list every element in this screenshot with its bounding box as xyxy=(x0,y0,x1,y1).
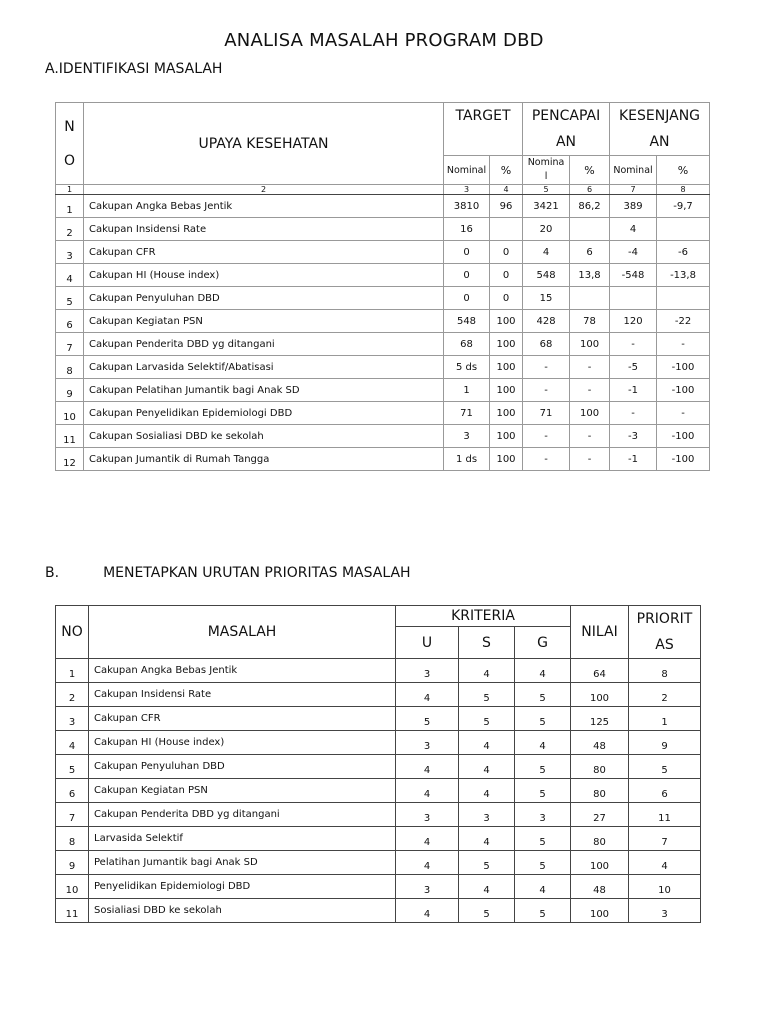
row-upaya: Cakupan Penderita DBD yg ditangani xyxy=(84,333,444,356)
row-u: 3 xyxy=(396,659,459,683)
row-upaya: Cakupan Insidensi Rate xyxy=(84,218,444,241)
row-s: 3 xyxy=(459,803,515,827)
row-target-nominal: 1 ds xyxy=(444,448,490,471)
row-no: 5 xyxy=(56,755,89,779)
row-nilai: 125 xyxy=(571,707,629,731)
row-no: 1 xyxy=(56,659,89,683)
row-no: 2 xyxy=(56,683,89,707)
row-pencapaian-pct: 100 xyxy=(570,333,610,356)
column-index: 8 xyxy=(657,185,710,195)
header-nilai: NILAI xyxy=(571,606,629,659)
row-s: 4 xyxy=(459,875,515,899)
table-row xyxy=(56,683,701,707)
row-prioritas: 2 xyxy=(629,683,701,707)
header-u: U xyxy=(396,627,459,659)
row-nilai: 80 xyxy=(571,755,629,779)
row-no: 9 xyxy=(56,851,89,875)
row-pencapaian-pct: - xyxy=(570,425,610,448)
row-no: 7 xyxy=(56,803,89,827)
row-pencapaian-pct: 6 xyxy=(570,241,610,264)
subheader-kesenjangan-nominal: Nominal xyxy=(610,156,657,185)
row-u: 4 xyxy=(396,779,459,803)
row-kesenjangan-pct: - xyxy=(657,402,710,425)
column-index: 1 xyxy=(56,185,84,195)
row-no: 11 xyxy=(56,899,89,923)
row-target-pct: 100 xyxy=(490,425,523,448)
column-index: 7 xyxy=(610,185,657,195)
row-no: 6 xyxy=(56,779,89,803)
header-target: TARGET xyxy=(444,103,523,156)
row-prioritas: 3 xyxy=(629,899,701,923)
column-index: 2 xyxy=(84,185,444,195)
table-row xyxy=(56,875,701,899)
row-pencapaian-pct: 78 xyxy=(570,310,610,333)
row-pencapaian-nominal: 68 xyxy=(523,333,570,356)
row-kesenjangan-pct: -22 xyxy=(657,310,710,333)
header-prioritas: PRIORIT AS xyxy=(629,606,701,659)
row-kesenjangan-nominal: - xyxy=(610,402,657,425)
row-kesenjangan-pct: -100 xyxy=(657,356,710,379)
row-prioritas: 7 xyxy=(629,827,701,851)
row-target-nominal: 3810 xyxy=(444,195,490,218)
row-masalah: Larvasida Selektif xyxy=(89,827,396,851)
row-target-pct: 0 xyxy=(490,241,523,264)
row-target-nominal: 3 xyxy=(444,425,490,448)
row-kesenjangan-pct: - xyxy=(657,333,710,356)
row-s: 5 xyxy=(459,851,515,875)
row-nilai: 48 xyxy=(571,731,629,755)
row-upaya: Cakupan Angka Bebas Jentik xyxy=(84,195,444,218)
section-b-title: MENETAPKAN URUTAN PRIORITAS MASALAH xyxy=(103,565,411,581)
header-kriteria: KRITERIA xyxy=(396,606,571,627)
header-s: S xyxy=(459,627,515,659)
table-row xyxy=(56,779,701,803)
row-masalah: Cakupan HI (House index) xyxy=(89,731,396,755)
row-target-pct: 0 xyxy=(490,287,523,310)
row-u: 4 xyxy=(396,899,459,923)
row-nilai: 48 xyxy=(571,875,629,899)
row-kesenjangan-pct xyxy=(657,218,710,241)
row-kesenjangan-pct: -100 xyxy=(657,448,710,471)
problem-identification-table xyxy=(55,102,710,471)
column-index: 4 xyxy=(490,185,523,195)
row-g: 4 xyxy=(515,659,571,683)
row-kesenjangan-nominal xyxy=(610,287,657,310)
row-target-nominal: 0 xyxy=(444,241,490,264)
row-g: 4 xyxy=(515,875,571,899)
row-pencapaian-nominal: 15 xyxy=(523,287,570,310)
header-g: G xyxy=(515,627,571,659)
table-row xyxy=(56,356,710,379)
row-pencapaian-nominal: 4 xyxy=(523,241,570,264)
row-pencapaian-pct: 13,8 xyxy=(570,264,610,287)
row-upaya: Cakupan Kegiatan PSN xyxy=(84,310,444,333)
row-prioritas: 4 xyxy=(629,851,701,875)
row-pencapaian-nominal: - xyxy=(523,379,570,402)
row-target-nominal: 71 xyxy=(444,402,490,425)
row-target-pct: 96 xyxy=(490,195,523,218)
header-no: NO xyxy=(56,606,89,659)
row-pencapaian-nominal: 548 xyxy=(523,264,570,287)
section-a-heading: A.IDENTIFIKASI MASALAH xyxy=(45,61,223,77)
row-kesenjangan-nominal: 4 xyxy=(610,218,657,241)
table-row xyxy=(56,264,710,287)
row-prioritas: 10 xyxy=(629,875,701,899)
row-no: 7 xyxy=(56,333,84,356)
subheader-pencapaian-nominal: Nomina l xyxy=(523,156,570,185)
subheader-target-pct: % xyxy=(490,156,523,185)
row-no: 4 xyxy=(56,264,84,287)
row-s: 4 xyxy=(459,755,515,779)
table-row xyxy=(56,402,710,425)
table-row xyxy=(56,218,710,241)
table-row xyxy=(56,899,701,923)
row-target-nominal: 16 xyxy=(444,218,490,241)
table-row xyxy=(56,333,710,356)
row-g: 4 xyxy=(515,731,571,755)
row-upaya: Cakupan Penyelidikan Epidemiologi DBD xyxy=(84,402,444,425)
row-kesenjangan-pct: -9,7 xyxy=(657,195,710,218)
row-target-pct: 100 xyxy=(490,310,523,333)
row-kesenjangan-pct: -100 xyxy=(657,379,710,402)
row-u: 3 xyxy=(396,731,459,755)
row-pencapaian-pct xyxy=(570,218,610,241)
row-pencapaian-nominal: 3421 xyxy=(523,195,570,218)
row-pencapaian-nominal: 428 xyxy=(523,310,570,333)
subheader-kesenjangan-pct: % xyxy=(657,156,710,185)
table-row xyxy=(56,851,701,875)
row-no: 3 xyxy=(56,241,84,264)
row-g: 5 xyxy=(515,827,571,851)
row-no: 8 xyxy=(56,827,89,851)
row-s: 4 xyxy=(459,779,515,803)
row-masalah: Cakupan Insidensi Rate xyxy=(89,683,396,707)
row-target-pct: 100 xyxy=(490,379,523,402)
row-target-pct: 100 xyxy=(490,402,523,425)
column-index: 6 xyxy=(570,185,610,195)
row-no: 10 xyxy=(56,402,84,425)
row-no: 2 xyxy=(56,218,84,241)
section-b-letter: B. xyxy=(45,565,60,581)
row-pencapaian-nominal: - xyxy=(523,448,570,471)
row-pencapaian-nominal: 20 xyxy=(523,218,570,241)
row-prioritas: 11 xyxy=(629,803,701,827)
row-g: 5 xyxy=(515,899,571,923)
row-u: 3 xyxy=(396,875,459,899)
row-upaya: Cakupan CFR xyxy=(84,241,444,264)
row-target-nominal: 5 ds xyxy=(444,356,490,379)
row-kesenjangan-nominal: -1 xyxy=(610,379,657,402)
row-nilai: 100 xyxy=(571,899,629,923)
table-row xyxy=(56,241,710,264)
row-pencapaian-pct xyxy=(570,287,610,310)
section-b-heading xyxy=(45,565,411,581)
row-target-nominal: 548 xyxy=(444,310,490,333)
header-pencapaian: PENCAPAI AN xyxy=(523,103,610,156)
row-kesenjangan-nominal: -3 xyxy=(610,425,657,448)
row-prioritas: 5 xyxy=(629,755,701,779)
table-row xyxy=(56,379,710,402)
row-kesenjangan-nominal: -1 xyxy=(610,448,657,471)
row-s: 4 xyxy=(459,659,515,683)
header-kesenjangan: KESENJANG AN xyxy=(610,103,710,156)
row-g: 5 xyxy=(515,755,571,779)
row-s: 5 xyxy=(459,683,515,707)
row-no: 5 xyxy=(56,287,84,310)
row-nilai: 27 xyxy=(571,803,629,827)
priority-table xyxy=(55,605,701,923)
row-upaya: Cakupan Larvasida Selektif/Abatisasi xyxy=(84,356,444,379)
row-s: 4 xyxy=(459,731,515,755)
row-upaya: Cakupan Jumantik di Rumah Tangga xyxy=(84,448,444,471)
row-no: 12 xyxy=(56,448,84,471)
row-prioritas: 1 xyxy=(629,707,701,731)
row-target-pct: 100 xyxy=(490,333,523,356)
row-upaya: Cakupan HI (House index) xyxy=(84,264,444,287)
table-row xyxy=(56,287,710,310)
row-target-pct: 0 xyxy=(490,264,523,287)
row-kesenjangan-nominal: -4 xyxy=(610,241,657,264)
row-pencapaian-pct: - xyxy=(570,356,610,379)
column-index-row xyxy=(56,185,710,195)
row-g: 5 xyxy=(515,779,571,803)
table-row xyxy=(56,195,710,218)
row-masalah: Cakupan CFR xyxy=(89,707,396,731)
row-g: 5 xyxy=(515,683,571,707)
row-masalah: Cakupan Penyuluhan DBD xyxy=(89,755,396,779)
row-pencapaian-pct: 100 xyxy=(570,402,610,425)
row-no: 11 xyxy=(56,425,84,448)
row-kesenjangan-pct: -100 xyxy=(657,425,710,448)
row-masalah: Cakupan Angka Bebas Jentik xyxy=(89,659,396,683)
subheader-pencapaian-pct: % xyxy=(570,156,610,185)
table-row xyxy=(56,707,701,731)
header-upaya-kesehatan: UPAYA KESEHATAN xyxy=(84,103,444,185)
row-kesenjangan-pct xyxy=(657,287,710,310)
row-target-nominal: 0 xyxy=(444,287,490,310)
table-row xyxy=(56,425,710,448)
row-g: 3 xyxy=(515,803,571,827)
row-no: 10 xyxy=(56,875,89,899)
row-prioritas: 9 xyxy=(629,731,701,755)
column-index: 5 xyxy=(523,185,570,195)
row-target-pct xyxy=(490,218,523,241)
row-pencapaian-pct: - xyxy=(570,379,610,402)
column-index: 3 xyxy=(444,185,490,195)
table-row xyxy=(56,731,701,755)
row-no: 9 xyxy=(56,379,84,402)
row-upaya: Cakupan Sosialiasi DBD ke sekolah xyxy=(84,425,444,448)
row-upaya: Cakupan Penyuluhan DBD xyxy=(84,287,444,310)
row-nilai: 100 xyxy=(571,851,629,875)
row-g: 5 xyxy=(515,707,571,731)
row-kesenjangan-nominal: 120 xyxy=(610,310,657,333)
row-kesenjangan-nominal: - xyxy=(610,333,657,356)
row-u: 5 xyxy=(396,707,459,731)
page-title: ANALISA MASALAH PROGRAM DBD xyxy=(224,30,544,51)
row-prioritas: 8 xyxy=(629,659,701,683)
row-kesenjangan-pct: -13,8 xyxy=(657,264,710,287)
row-pencapaian-nominal: - xyxy=(523,356,570,379)
header-no: N O xyxy=(56,103,84,185)
subheader-target-nominal: Nominal xyxy=(444,156,490,185)
row-no: 6 xyxy=(56,310,84,333)
row-nilai: 64 xyxy=(571,659,629,683)
row-u: 4 xyxy=(396,755,459,779)
row-s: 4 xyxy=(459,827,515,851)
row-s: 5 xyxy=(459,707,515,731)
table-row xyxy=(56,310,710,333)
row-target-pct: 100 xyxy=(490,448,523,471)
row-u: 4 xyxy=(396,683,459,707)
row-masalah: Penyelidikan Epidemiologi DBD xyxy=(89,875,396,899)
row-no: 3 xyxy=(56,707,89,731)
row-nilai: 80 xyxy=(571,827,629,851)
row-masalah: Sosialiasi DBD ke sekolah xyxy=(89,899,396,923)
row-kesenjangan-pct: -6 xyxy=(657,241,710,264)
row-s: 5 xyxy=(459,899,515,923)
table-row xyxy=(56,755,701,779)
table-row xyxy=(56,827,701,851)
row-masalah: Cakupan Penderita DBD yg ditangani xyxy=(89,803,396,827)
row-pencapaian-nominal: - xyxy=(523,425,570,448)
row-u: 3 xyxy=(396,803,459,827)
row-pencapaian-nominal: 71 xyxy=(523,402,570,425)
row-no: 1 xyxy=(56,195,84,218)
row-masalah: Pelatihan Jumantik bagi Anak SD xyxy=(89,851,396,875)
row-no: 8 xyxy=(56,356,84,379)
row-no: 4 xyxy=(56,731,89,755)
table-row xyxy=(56,659,701,683)
row-prioritas: 6 xyxy=(629,779,701,803)
row-kesenjangan-nominal: 389 xyxy=(610,195,657,218)
row-nilai: 100 xyxy=(571,683,629,707)
table-row xyxy=(56,448,710,471)
row-target-nominal: 68 xyxy=(444,333,490,356)
row-target-pct: 100 xyxy=(490,356,523,379)
row-pencapaian-pct: - xyxy=(570,448,610,471)
row-u: 4 xyxy=(396,851,459,875)
row-masalah: Cakupan Kegiatan PSN xyxy=(89,779,396,803)
row-kesenjangan-nominal: -5 xyxy=(610,356,657,379)
row-target-nominal: 1 xyxy=(444,379,490,402)
table-row xyxy=(56,803,701,827)
row-target-nominal: 0 xyxy=(444,264,490,287)
row-pencapaian-pct: 86,2 xyxy=(570,195,610,218)
row-u: 4 xyxy=(396,827,459,851)
row-nilai: 80 xyxy=(571,779,629,803)
header-masalah: MASALAH xyxy=(89,606,396,659)
row-upaya: Cakupan Pelatihan Jumantik bagi Anak SD xyxy=(84,379,444,402)
row-kesenjangan-nominal: -548 xyxy=(610,264,657,287)
row-g: 5 xyxy=(515,851,571,875)
